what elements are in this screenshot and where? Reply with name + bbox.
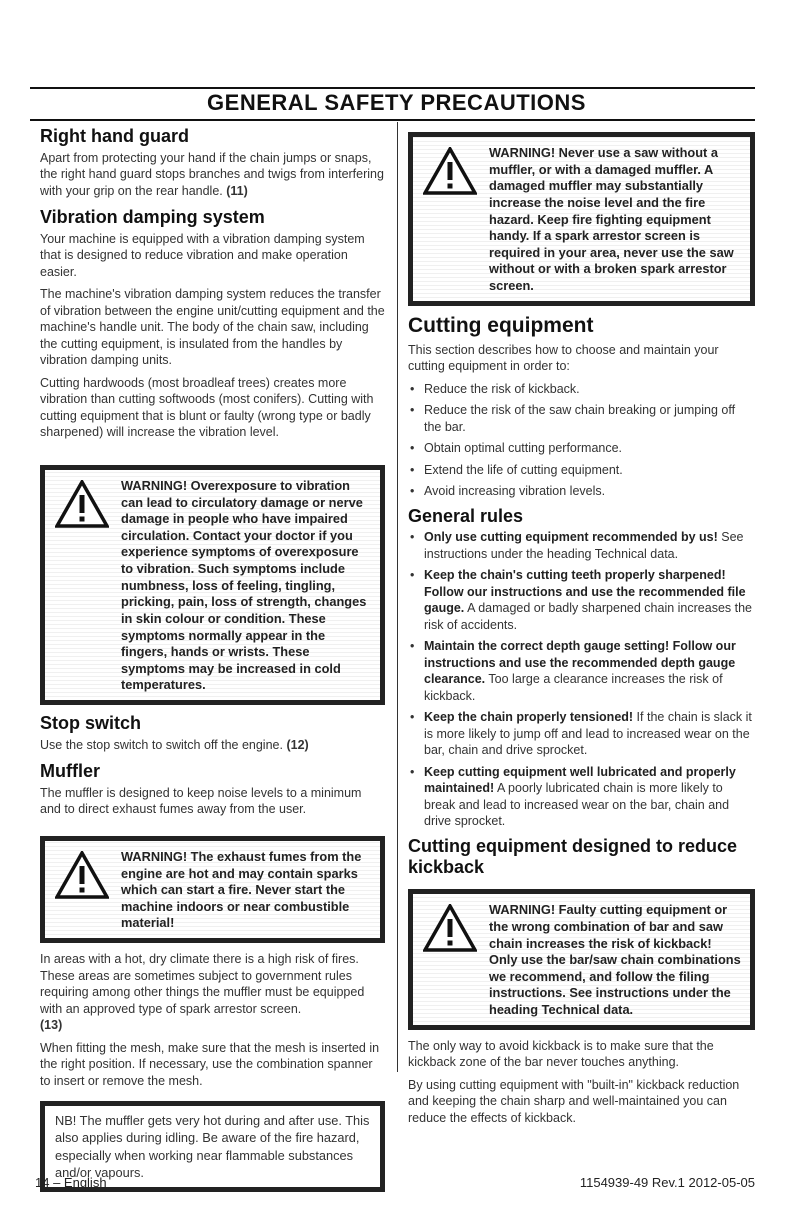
rule-text: A poorly lubricated chain is more likely to break and lead to increased wear on the bar, chain and drive sprocket. [424,781,730,829]
rule-bold: Keep the chain's cutting teeth properly sharpened! Follow our instructions and use the recommended file gauge. [424,568,746,616]
general-rules-list [408,529,755,830]
warning-triangle-icon [423,904,477,952]
page-title: GENERAL SAFETY PRECAUTIONS [207,90,586,115]
cutting-equipment-list [408,381,755,500]
kickback-p2: By using cutting equipment with "built-in" kickback reduction and keeping the chain sharp and well-maintained you can reduce the effects of kickback. [408,1077,740,1125]
warning-text-vibration: WARNING! Overexposure to vibration can lead to circulatory damage or nerve damage in people who have impaired circulation. Contact your doctor if you experience symptoms of overexposure to vibration. Such symptoms include numbness, loss of feeling, tingling, pricking, pain, loss of strength, changes in skin colour or condition. These symptoms normally appear in the fingers, hands or wrists. These symptoms may be increased in cold temperatures. [121,477,367,693]
heading-kickback: Cutting equipment designed to reduce kickback [408,835,738,877]
list-item: • Reduce the risk of kickback. [408,381,755,398]
list-item: • Extend the life of cutting equipment. [408,462,755,479]
rule-text: See instructions under the heading Technical data. [424,530,744,561]
list-item [408,709,755,759]
list-item: • Obtain optimal cutting performance. [408,440,755,457]
muffler-p2 [40,951,385,1034]
warning-triangle-icon [55,480,109,528]
heading-muffler: Muffler [40,761,100,782]
nb-text: NB! The muffler gets very hot during and after use. This also applies during idling. Be aware of the fire hazard, especially when working near flammable substances and/or vapours. [55,1113,370,1180]
warning-text-kickback: WARNING! Faulty cutting equipment or the wrong combination of bar and saw chain increases the risk of kickback! Only use the bar/saw chain combinations we recommend, and follow the filing instructions. See instructions under the heading Technical data. [489,902,741,1018]
muffler-p1: The muffler is designed to keep noise levels to a minimum and to direct exhaust fumes away from the user. [40,785,362,817]
warning-triangle-icon [55,851,109,899]
vibration-p2: The machine's vibration damping system reduces the transfer of vibration between the engine unit/cutting equipment and the machine's handle unit. The body of the chain saw, including the cutting equipment, is insulated from the handles by vibration damping units. [40,287,385,368]
warning-box-muffler [408,132,755,306]
column-divider [397,122,398,1072]
rule-bold: Keep the chain properly tensioned! [424,710,634,725]
left-column [40,122,385,1192]
rule-bold: Keep cutting equipment well lubricated and properly maintained! [424,764,736,796]
heading-general-rules: General rules [408,505,524,526]
rule-bold: Only use cutting equipment recommended by us! [424,530,718,545]
title-rule [30,119,755,121]
list-item [408,529,755,562]
cutting-equipment-intro: This section describes how to choose and maintain your cutting equipment in order to: [408,342,719,374]
warning-box-vibration [40,465,385,705]
list-item: • Reduce the risk of the saw chain breaking or jumping off the bar. [408,402,755,435]
vibration-p1: Your machine is equipped with a vibration damping system that is designed to reduce vibration and make operation easier. [40,231,365,279]
rule-text: Too large a clearance increases the risk of kickback. [424,672,723,703]
figure-ref-11: (11) [226,183,248,198]
right-hand-guard-text [40,150,385,200]
list-item [408,764,755,830]
figure-ref-13: (13) [40,1018,63,1032]
stop-switch-body: Use the stop switch to switch off the engine. [40,737,283,752]
rule-text: If the chain is slack it is more likely to jump off and lead to increased wear on the bar, chain and drive sprocket. [424,710,752,758]
figure-ref-12: (12) [286,737,309,752]
warning-box-kickback [408,889,755,1029]
warning-triangle-icon [423,147,477,195]
warning-box-exhaust [40,836,385,943]
list-item: • Avoid increasing vibration levels. [408,483,755,500]
right-hand-guard-body: Apart from protecting your hand if the chain jumps or snaps, the right hand guard stops branches and twigs from interfering with your grip on the rear handle. [40,150,384,198]
heading-cutting-equipment: Cutting equipment [408,313,594,337]
document-id: 1154939-49 Rev.1 2012-05-05 [579,1175,755,1190]
top-rule [30,87,755,89]
vibration-p3: Cutting hardwoods (most broadleaf trees) creates more vibration than cutting softwoods (most conifers). Cutting with cutting equipment that is blunt or faulty (wrong type or badly sharpened) will increase the vibration level. [40,375,374,440]
rule-text: A damaged or badly sharpened chain increases the risk of accidents. [424,601,752,632]
rule-bold: Maintain the correct depth gauge setting! Follow our instructions and use the recommended depth gauge clearance. [424,639,736,687]
kickback-p1: The only way to avoid kickback is to make sure that the kickback zone of the bar never touches anything. [408,1038,714,1070]
muffler-p3: When fitting the mesh, make sure that the mesh is inserted in the right position. If necessary, use the combination spanner to insert or remove the mesh. [40,1040,380,1088]
warning-text-muffler: WARNING! Never use a saw without a muffler, or with a damaged muffler. A damaged muffler may substantially increase the noise level and the fire hazard. Keep fire fighting equipment handy. If a spark arrestor screen is required in your area, never use the saw without or with a broken spark arrestor screen. [489,145,734,293]
warning-text-exhaust: WARNING! The exhaust fumes from the engine are hot and may contain sparks which can start a fire. Never start the machine indoors or near combustible material! [121,848,362,931]
page-number: 14 – English [35,1175,107,1190]
list-item [408,567,755,633]
list-item [408,638,755,704]
heading-right-hand-guard: Right hand guard [40,126,189,146]
stop-switch-text [40,737,385,754]
heading-vibration: Vibration damping system [40,207,265,228]
heading-stop-switch: Stop switch [40,713,142,733]
right-column [408,122,755,1132]
muffler-p2-body: In areas with a hot, dry climate there is a high risk of fires. These areas are sometimes subject to government rules requiring among other things the muffler must be equipped with an approved type of spark arrestor screen. [40,952,365,1016]
